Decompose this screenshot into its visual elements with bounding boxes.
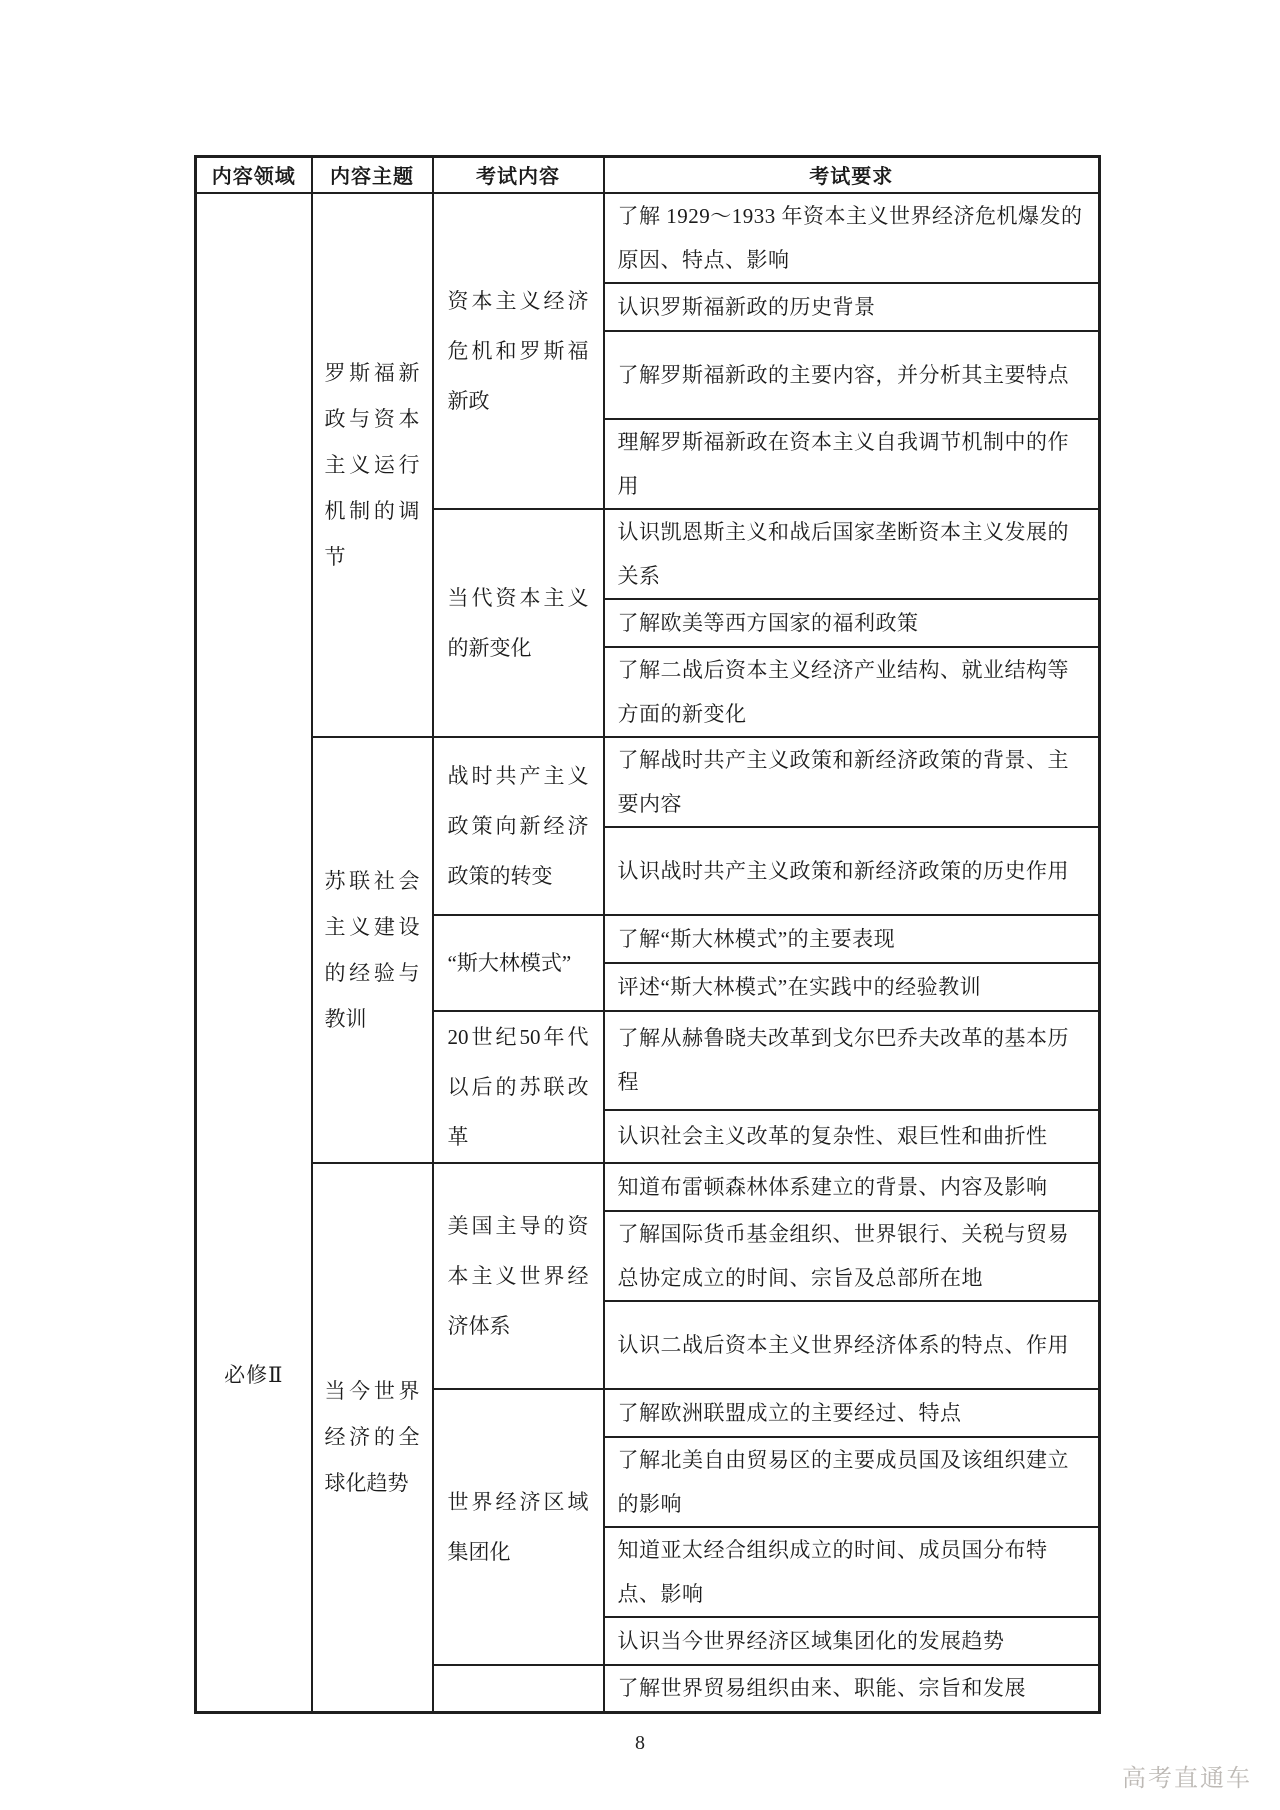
requirement-cell: 了解北美自由贸易区的主要成员国及该组织建立的影响 — [604, 1437, 1100, 1527]
requirement-cell: 知道亚太经合组织成立的时间、成员国分布特点、影响 — [604, 1527, 1100, 1617]
theme-cell: 罗斯福新政与资本主义运行机制的调节 — [312, 193, 433, 737]
header-content-area: 内容领域 — [196, 157, 312, 193]
content-cell: 资本主义经济危机和罗斯福新政 — [433, 193, 604, 509]
requirement-cell: 了解从赫鲁晓夫改革到戈尔巴乔夫改革的基本历程 — [604, 1011, 1100, 1110]
header-exam-requirement: 考试要求 — [604, 157, 1100, 193]
content-cell: 美国主导的资本主义世界经济体系 — [433, 1163, 604, 1389]
table-row — [196, 737, 1100, 827]
table-header-row — [196, 157, 1100, 193]
page-number: 8 — [635, 1732, 645, 1754]
theme-cell: 苏联社会主义建设的经验与教训 — [312, 737, 433, 1163]
requirement-cell: 认识二战后资本主义世界经济体系的特点、作用 — [604, 1301, 1100, 1389]
content-cell: 20世纪50年代以后的苏联改革 — [433, 1011, 604, 1163]
content-cell: “斯大林模式” — [433, 915, 604, 1011]
header-content-theme: 内容主题 — [312, 157, 433, 193]
domain-area-cell: 必修Ⅱ — [196, 193, 312, 1713]
syllabus-table — [194, 155, 1101, 1714]
content-cell: 世界经济区域集团化 — [433, 1389, 604, 1665]
table-row — [196, 1163, 1100, 1211]
requirement-cell: 理解罗斯福新政在资本主义自我调节机制中的作用 — [604, 419, 1100, 509]
requirement-cell: 了解战时共产主义政策和新经济政策的背景、主要内容 — [604, 737, 1100, 827]
requirement-cell: 认识社会主义改革的复杂性、艰巨性和曲折性 — [604, 1110, 1100, 1163]
theme-cell: 当今世界经济的全球化趋势 — [312, 1163, 433, 1713]
requirement-cell: 知道布雷顿森林体系建立的背景、内容及影响 — [604, 1163, 1100, 1211]
content-cell: 战时共产主义政策向新经济政策的转变 — [433, 737, 604, 915]
requirement-cell: 了解世界贸易组织由来、职能、宗旨和发展 — [604, 1665, 1100, 1713]
requirement-cell: 了解国际货币基金组织、世界银行、关税与贸易总协定成立的时间、宗旨及总部所在地 — [604, 1211, 1100, 1301]
table-row — [196, 193, 1100, 283]
header-exam-content: 考试内容 — [433, 157, 604, 193]
content-cell-empty — [433, 1665, 604, 1713]
requirement-cell: 认识战时共产主义政策和新经济政策的历史作用 — [604, 827, 1100, 915]
requirement-cell: 了解“斯大林模式”的主要表现 — [604, 915, 1100, 963]
requirement-cell: 了解二战后资本主义经济产业结构、就业结构等方面的新变化 — [604, 647, 1100, 737]
requirement-cell: 评述“斯大林模式”在实践中的经验教训 — [604, 963, 1100, 1011]
requirement-cell: 了解欧美等西方国家的福利政策 — [604, 599, 1100, 647]
requirement-cell: 了解罗斯福新政的主要内容，并分析其主要特点 — [604, 331, 1100, 419]
requirement-cell: 了解欧洲联盟成立的主要经过、特点 — [604, 1389, 1100, 1437]
requirement-cell: 了解 1929～1933 年资本主义世界经济危机爆发的原因、特点、影响 — [604, 193, 1100, 283]
content-cell: 当代资本主义的新变化 — [433, 509, 604, 737]
requirement-cell: 认识凯恩斯主义和战后国家垄断资本主义发展的关系 — [604, 509, 1100, 599]
watermark: 高考直通车 — [1122, 1766, 1252, 1792]
requirement-cell: 认识当今世界经济区域集团化的发展趋势 — [604, 1617, 1100, 1665]
requirement-cell: 认识罗斯福新政的历史背景 — [604, 283, 1100, 331]
